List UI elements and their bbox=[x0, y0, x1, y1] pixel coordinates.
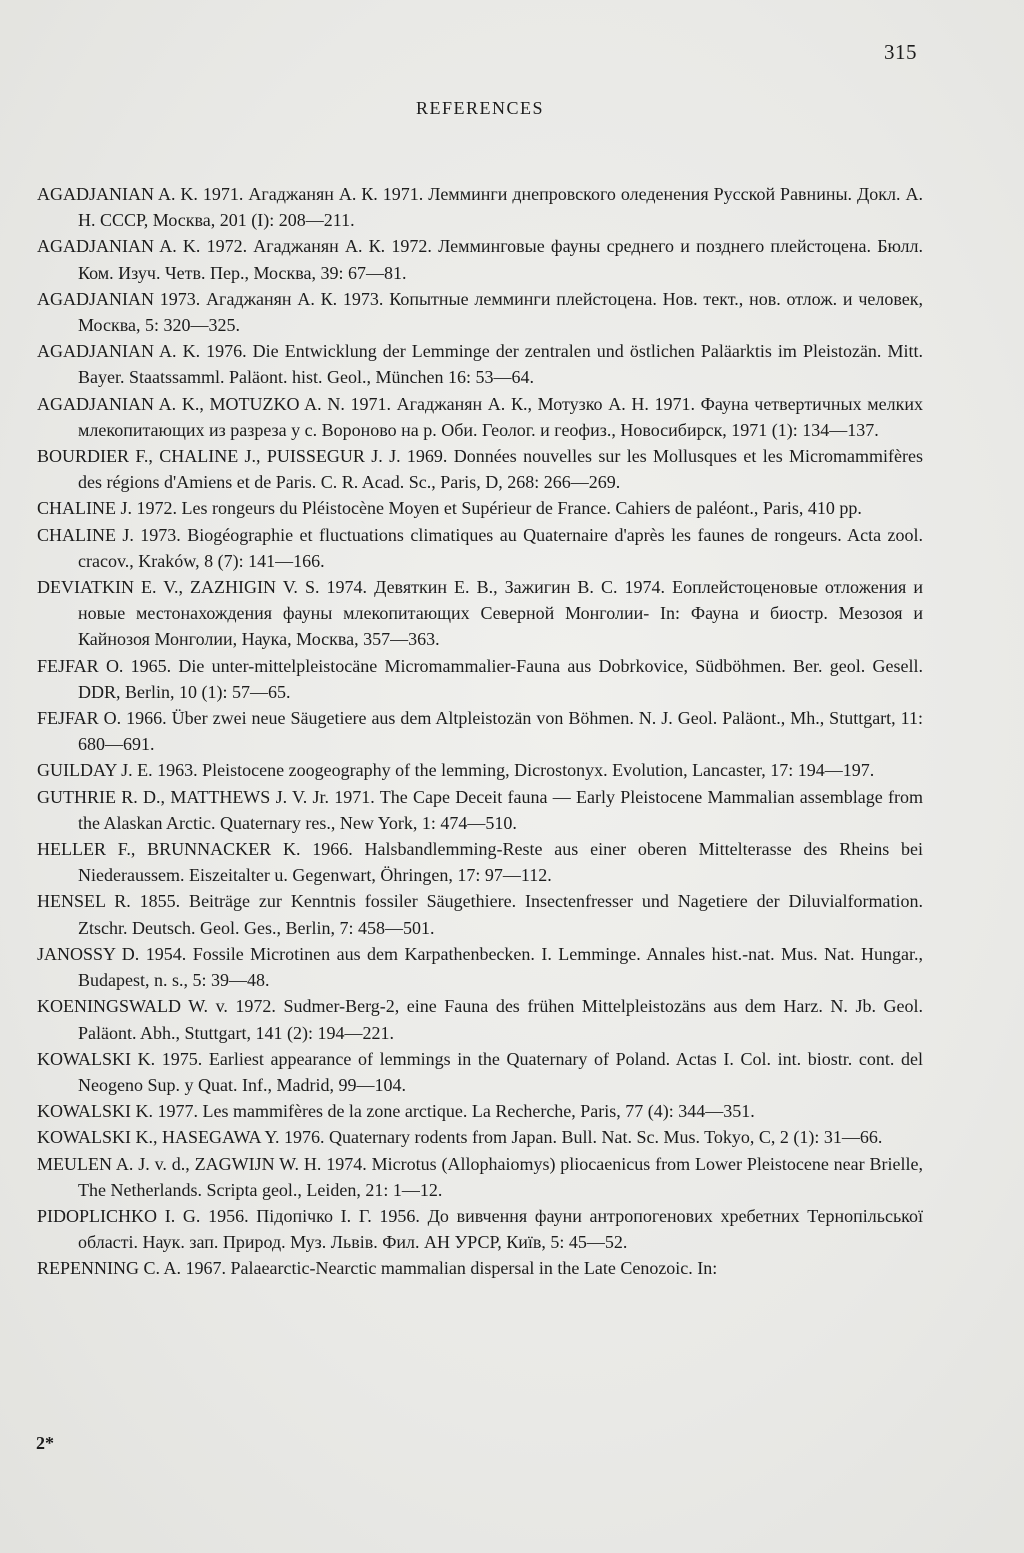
reference-entry: FEJFAR O. 1966. Über zwei neue Säugetiere aus dem Altpleistozän von Böhmen. N. J. Geol. Paläont., Mh., Stuttgart, 11: 680—691. bbox=[37, 708, 923, 755]
reference-entry: GUTHRIE R. D., MATTHEWS J. V. Jr. 1971. The Cape Deceit fauna — Early Pleistocene Mammalian assemblage from the Alaskan Arctic. Quaternary res., New York, 1: 474—510. bbox=[37, 786, 923, 833]
reference-entry: KOWALSKI K. 1977. Les mammifères de la zone arctique. La Recherche, Paris, 77 (4): 344—351. bbox=[37, 1101, 755, 1122]
reference-entry: AGADJANIAN A. K. 1971. Агаджанян А. К. 1971. Лемминги днепровского оледенения Русской Равнины. Докл. А. Н. СССР, Москва, 201 (I): 208—211. bbox=[37, 184, 923, 231]
reference-entry: AGADJANIAN A. K. 1972. Агаджанян А. К. 1972. Лемминговые фауны среднего и позднего плейстоцена. Бюлл. Ком. Изуч. Четв. Пер., Москва, 39: 67—81. bbox=[37, 236, 923, 283]
page-number: 315 bbox=[884, 40, 917, 64]
reference-entry: HENSEL R. 1855. Beiträge zur Kenntnis fossiler Säugethiere. Insectenfresser und Nagetiere der Diluvialformation. Ztschr. Deutsch. Geol. Ges., Berlin, 7: 458—501. bbox=[37, 891, 923, 938]
section-heading: REFERENCES bbox=[415, 98, 545, 118]
reference-entry: AGADJANIAN A. K., MOTUZKO A. N. 1971. Агаджанян А. К., Мотузко А. Н. 1971. Фауна четвертичных мелких млекопитающих из разреза у с. Вороново на р. Оби. Геолог. и геофиз., Новосибирск, 1971 (1): 134—137. bbox=[37, 393, 923, 440]
reference-entry: REPENNING C. A. 1967. Palaearctic-Nearctic mammalian dispersal in the Late Cenozoic. In: bbox=[37, 1258, 718, 1279]
reference-entry: HELLER F., BRUNNACKER K. 1966. Halsbandlemming-Reste aus einer oberen Mittelterasse des Rheins bei Niederaussem. Eiszeitalter u. Gegenwart, Öhringen, 17: 97—112. bbox=[37, 839, 923, 886]
reference-entry: CHALINE J. 1972. Les rongeurs du Pléistocène Moyen et Supérieur de France. Cahiers de paléont., Paris, 410 pp. bbox=[37, 498, 862, 519]
reference-entry: MEULEN A. J. v. d., ZAGWIJN W. H. 1974. Microtus (Allophaiomys) pliocaenicus from Lower Pleistocene near Brielle, The Netherlands. Scripta geol., Leiden, 21: 1—12. bbox=[37, 1153, 923, 1200]
reference-entry: AGADJANIAN A. K. 1976. Die Entwicklung der Lemminge der zentralen und östlichen Paläarktis im Pleistozän. Mitt. Bayer. Staatssamml. Paläont. hist. Geol., München 16: 53—64. bbox=[37, 341, 923, 388]
reference-entry: PIDOPLICHKO I. G. 1956. Підопічко І. Г. 1956. До вивчення фауни антропогенових хребетних Тернопільської області. Наук. зап. Природ. Муз. Львів. Фил. АН УРСР, Київ, 5: 45—52. bbox=[37, 1205, 923, 1253]
reference-list bbox=[37, 181, 923, 1282]
reference-entry: KOENINGSWALD W. v. 1972. Sudmer-Berg-2, eine Fauna des frühen Mittelpleistozäns aus dem Harz. N. Jb. Geol. Paläont. Abh., Stuttgart, 141 (2): 194—221. bbox=[37, 996, 923, 1043]
reference-entry: AGADJANIAN 1973. Агаджанян А. К. 1973. Копытные лемминги плейстоцена. Нов. тект., нов. отлож. и человек, Москва, 5: 320—325. bbox=[37, 288, 923, 336]
reference-entry: KOWALSKI K., HASEGAWA Y. 1976. Quaternary rodents from Japan. Bull. Nat. Sc. Mus. Tokyo, C, 2 (1): 31—66. bbox=[37, 1127, 883, 1148]
signature-mark: 2* bbox=[36, 1433, 54, 1453]
reference-entry: JANOSSY D. 1954. Fossile Microtinen aus dem Karpathenbecken. I. Lemminge. Annales hist.-nat. Mus. Nat. Hungar., Budapest, n. s., 5: 39—48. bbox=[37, 943, 923, 991]
reference-entry: KOWALSKI K. 1975. Earliest appearance of lemmings in the Quaternary of Poland. Actas I. Col. int. biostr. cont. del Neogeno Sup. y Quat. Inf., Madrid, 99—104. bbox=[37, 1048, 923, 1095]
reference-entry: DEVIATKIN E. V., ZAZHIGIN V. S. 1974. Девяткин Е. В., Зажигин В. С. 1974. Еоплейстоценовые отложения и новые местонахождения фауны млекопитающих Северной Монголии- In: Фауна и биостр. Мезозоя и Кайнозоя Монголии, Наука, Москва, 357—363. bbox=[37, 577, 923, 650]
reference-entry: BOURDIER F., CHALINE J., PUISSEGUR J. J. 1969. Données nouvelles sur les Mollusques et les Micromammifères des régions d'Amiens et de Paris. C. R. Acad. Sc., Paris, D, 268: 266—269. bbox=[37, 446, 923, 493]
reference-entry: CHALINE J. 1973. Biogéographie et fluctuations climatiques au Quaternaire d'après les faunes de rongeurs. Acta zool. cracov., Kraków, 8 (7): 141—166. bbox=[37, 524, 923, 571]
reference-entry: GUILDAY J. E. 1963. Pleistocene zoogeography of the lemming, Dicrostonyx. Evolution, Lancaster, 17: 194—197. bbox=[37, 760, 875, 781]
reference-entry: FEJFAR O. 1965. Die unter-mittelpleistocäne Micromammalier-Fauna aus Dobrkovice, Südböhmen. Ber. geol. Gesell. DDR, Berlin, 10 (1): 57—65. bbox=[37, 655, 923, 702]
